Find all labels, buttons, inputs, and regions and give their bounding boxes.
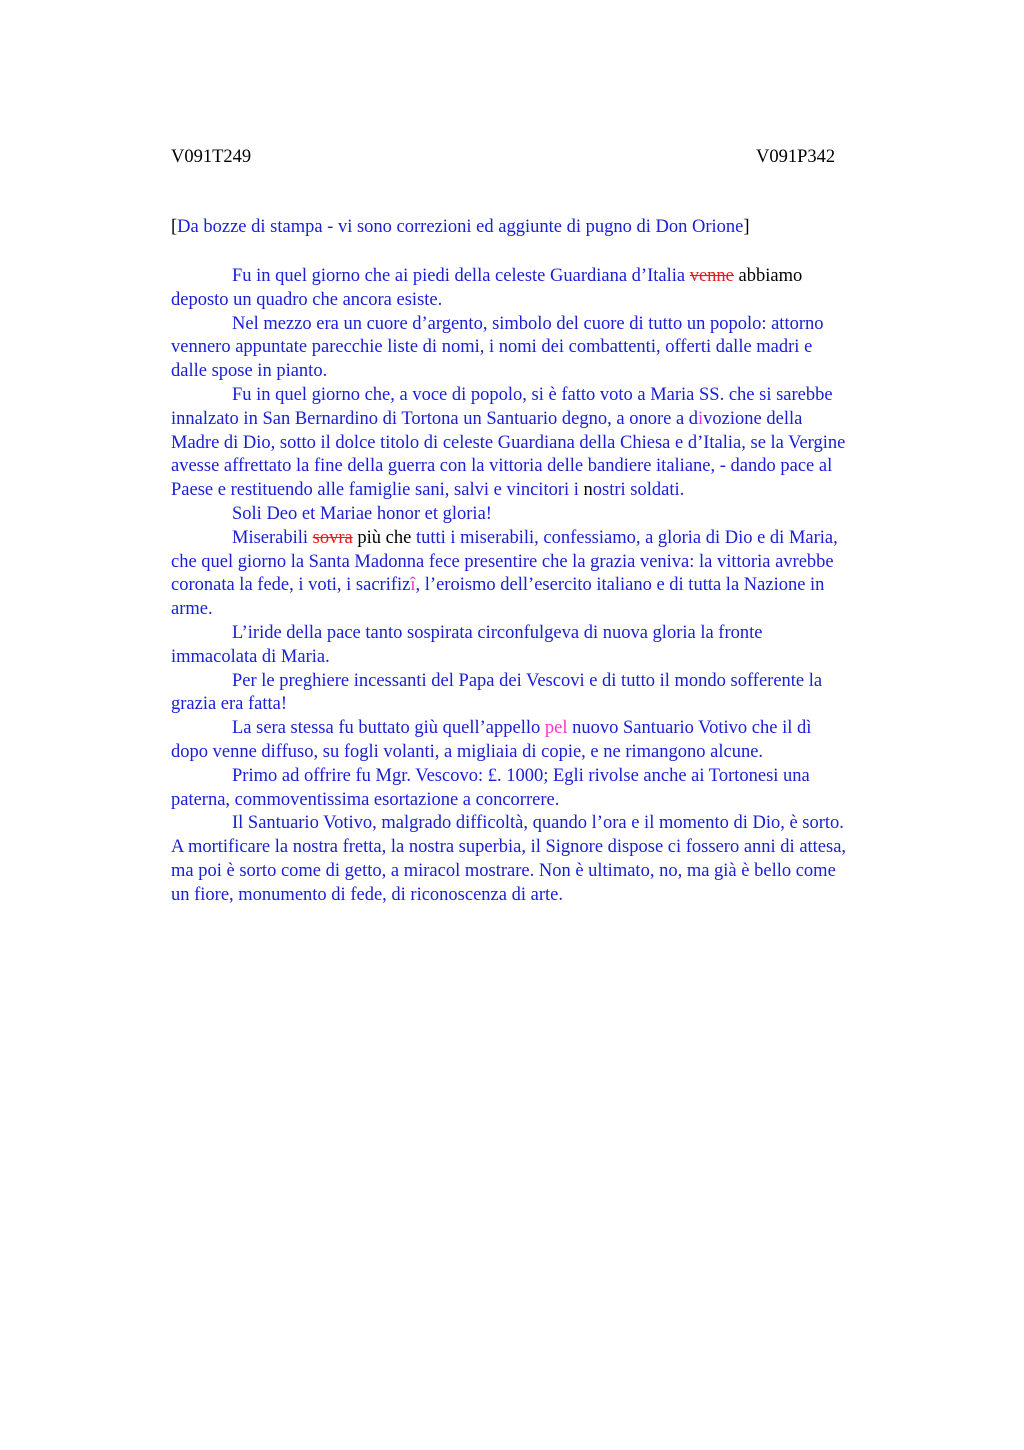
text-segment: Fu in quel giorno che, a voce di popolo, si è fatto voto a Maria SS. che si sarebbe: [232, 384, 833, 405]
text-segment: avesse affrettato la fine della guerra con la vittoria delle bandiere italiane, - dando pace al: [171, 456, 833, 477]
source-note: [171, 217, 750, 238]
text-segment: La sera stessa fu buttato giù quell’appello: [232, 718, 545, 739]
text-line: [171, 670, 961, 694]
text-segment: nuovo Santuario Votivo che il dì: [567, 718, 812, 739]
text-segment: Soli Deo et Mariae honor et gloria!: [232, 503, 492, 524]
text-line: [171, 551, 961, 575]
text-segment: A mortificare la nostra fretta, la nostra superbia, il Signore dispose ci fossero anni di attesa,: [171, 837, 847, 858]
text-line: [171, 765, 961, 789]
note-open-bracket: [: [171, 217, 178, 237]
correction-mark: pel: [544, 718, 568, 739]
text-segment: Paese e restituendo alle famiglie sani, salvi e vincitori i: [171, 480, 584, 501]
correction-mark: i: [698, 408, 704, 429]
text-segment: vennero appuntate parecchie liste di nomi, i nomi dei combattenti, offerti dalle madri e: [171, 337, 813, 358]
text-segment: vozione della: [703, 408, 803, 429]
text-line: [171, 574, 961, 598]
text-line: [171, 455, 961, 479]
struck-word: sovra: [312, 527, 353, 548]
text-segment: Primo ad offrire fu Mgr. Vescovo: £. 1000; Egli rivolse anche ai Tortonesi una: [232, 765, 810, 786]
document-code-left: V091T249: [171, 147, 252, 167]
text-segment: dalle spose in pianto.: [171, 361, 328, 382]
text-segment: L’iride della pace tanto sospirata circonfulgeva di nuova gloria la fronte: [232, 622, 763, 643]
handwritten-addition: più che: [352, 527, 412, 548]
text-segment: un fiore, monumento di fede, di riconoscenza di arte.: [171, 884, 563, 905]
note-close-bracket: ]: [743, 217, 750, 237]
text-line: [171, 836, 961, 860]
text-line: [171, 313, 961, 337]
text-line: [171, 884, 961, 908]
text-segment: dopo venne diffuso, su fogli volanti, a migliaia di copie, e ne rimangono alcune.: [171, 741, 764, 762]
text-line: [171, 289, 961, 313]
text-segment: , l’eroismo dell’esercito italiano e di tutta la Nazione in: [415, 575, 825, 596]
text-segment: immacolata di Maria.: [171, 646, 330, 667]
correction-mark: î: [410, 575, 416, 596]
text-segment: tutti i miserabili, confessiamo, a gloria di Dio e di Maria,: [411, 527, 838, 548]
text-line: [171, 503, 961, 527]
text-segment: Il Santuario Votivo, malgrado difficoltà, quando l’ora e il momento di Dio, è sorto.: [232, 813, 844, 834]
text-segment: che quel giorno la Santa Madonna fece presentire che la grazia veniva: la vittoria avrebbe: [171, 551, 834, 572]
handwritten-addition: n: [583, 480, 593, 501]
text-segment: ma poi è sorto come di getto, a miracol mostrare. Non è ultimato, no, ma già è bello come: [171, 860, 836, 881]
text-segment: arme.: [171, 599, 213, 620]
text-line: [171, 408, 961, 432]
text-line: [171, 717, 961, 741]
text-line: [171, 432, 961, 456]
text-line: [171, 646, 961, 670]
text-segment: Miserabili: [232, 527, 313, 548]
text-segment: coronata la fede, i voti, i sacrifiz: [171, 575, 411, 596]
text-line: [171, 479, 961, 503]
text-segment: ostri soldati.: [592, 480, 685, 501]
text-segment: Fu in quel giorno che ai piedi della celeste Guardiana d’Italia: [232, 266, 690, 286]
note-text: Da bozze di stampa - vi sono correzioni ed aggiunte di pugno di Don Orione: [177, 217, 744, 237]
text-segment: Nel mezzo era un cuore d’argento, simbolo del cuore di tutto un popolo: attorno: [232, 313, 824, 334]
struck-word: venne: [689, 266, 734, 286]
text-segment: paterna, commoventissima esortazione a concorrere.: [171, 789, 560, 810]
text-line: [171, 860, 961, 884]
text-line: [171, 336, 961, 360]
text-line: [171, 693, 961, 717]
handwritten-addition: abbiamo: [733, 266, 803, 286]
document-code-right: V091P342: [756, 147, 836, 167]
text-segment: deposto un quadro che ancora esiste.: [171, 289, 443, 310]
text-line: [171, 360, 961, 384]
text-line: [171, 527, 961, 551]
text-segment: Per le preghiere incessanti del Papa dei Vescovi e di tutto il mondo sofferente la: [232, 670, 823, 691]
body-text: [171, 265, 961, 908]
text-line: [171, 598, 961, 622]
text-segment: grazia era fatta!: [171, 694, 288, 715]
text-line: [171, 384, 961, 408]
text-line: [171, 741, 961, 765]
text-segment: Madre di Dio, sotto il dolce titolo di celeste Guardiana della Chiesa e d’Italia, se la Vergine: [171, 432, 846, 453]
text-line: [171, 265, 961, 289]
text-line: [171, 622, 961, 646]
text-segment: innalzato in San Bernardino di Tortona un Santuario degno, a onore a d: [171, 408, 699, 429]
text-line: [171, 812, 961, 836]
text-line: [171, 789, 961, 813]
